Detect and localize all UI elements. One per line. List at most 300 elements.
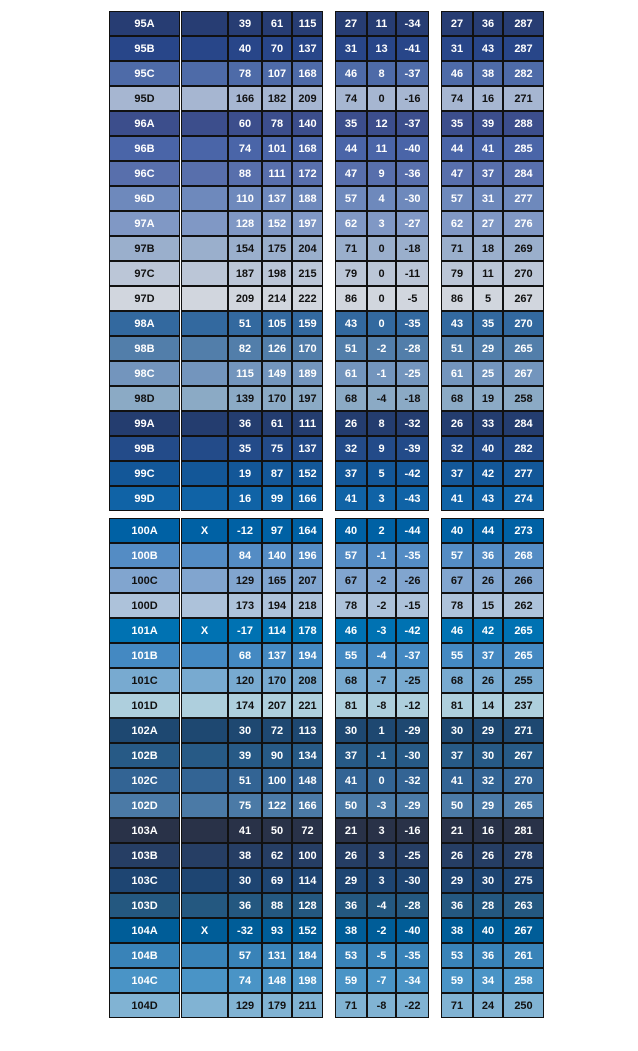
value-cell-l2: 46 [441, 61, 473, 86]
table-row [0, 543, 638, 568]
value-cell-b: 184 [292, 943, 323, 968]
value-cell-h: 258 [503, 386, 544, 411]
value-cell-l2: 51 [441, 336, 473, 361]
value-cell-c: 36 [473, 543, 503, 568]
table-row [0, 518, 638, 543]
value-cell-g: 70 [262, 36, 292, 61]
value-cell-l: 47 [335, 161, 367, 186]
value-cell-l: 68 [335, 386, 367, 411]
value-cell-b: 172 [292, 161, 323, 186]
value-cell-h: 277 [503, 461, 544, 486]
value-cell-c: 24 [473, 993, 503, 1018]
value-cell-h: 263 [503, 893, 544, 918]
value-cell-l2: 50 [441, 793, 473, 818]
swatch-code-cell: 100B [109, 543, 180, 568]
value-cell-b: -25 [396, 668, 429, 693]
value-cell-b: -25 [396, 843, 429, 868]
value-cell-r: -32 [228, 918, 262, 943]
value-cell-c: 37 [473, 643, 503, 668]
value-cell-b: 159 [292, 311, 323, 336]
swatch-color-cell [181, 768, 228, 793]
swatch-color-cell [181, 311, 228, 336]
value-cell-a: 0 [367, 86, 396, 111]
value-cell-c: 26 [473, 843, 503, 868]
value-cell-h: 288 [503, 111, 544, 136]
swatch-color-cell [181, 486, 228, 511]
value-cell-h: 287 [503, 11, 544, 36]
table-row [0, 86, 638, 111]
value-cell-r: 82 [228, 336, 262, 361]
table-row [0, 386, 638, 411]
swatch-color-cell [181, 86, 228, 111]
value-cell-g: 122 [262, 793, 292, 818]
value-cell-l2: 43 [441, 311, 473, 336]
swatch-code-cell: 104C [109, 968, 180, 993]
value-cell-g: 148 [262, 968, 292, 993]
value-cell-a: -1 [367, 543, 396, 568]
swatch-color-cell [181, 568, 228, 593]
table-row [0, 718, 638, 743]
value-cell-b: -30 [396, 186, 429, 211]
value-cell-g: 126 [262, 336, 292, 361]
value-cell-h: 275 [503, 868, 544, 893]
swatch-color-cell [181, 743, 228, 768]
value-cell-a: -1 [367, 743, 396, 768]
value-cell-r: 51 [228, 768, 262, 793]
value-cell-b: -28 [396, 336, 429, 361]
table-row [0, 211, 638, 236]
swatch-code-cell: 103C [109, 868, 180, 893]
value-cell-a: 0 [367, 261, 396, 286]
value-cell-h: 265 [503, 618, 544, 643]
value-cell-a: 12 [367, 111, 396, 136]
value-cell-h: 287 [503, 36, 544, 61]
value-cell-r: 36 [228, 411, 262, 436]
value-cell-g: 93 [262, 918, 292, 943]
value-cell-l: 57 [335, 543, 367, 568]
table-row [0, 968, 638, 993]
table-row [0, 593, 638, 618]
swatch-color-cell [181, 236, 228, 261]
swatch-code-cell: 95D [109, 86, 180, 111]
value-cell-r: 30 [228, 868, 262, 893]
value-cell-b: -15 [396, 593, 429, 618]
value-cell-g: 137 [262, 643, 292, 668]
value-cell-l2: 29 [441, 868, 473, 893]
value-cell-g: 179 [262, 993, 292, 1018]
value-cell-l: 43 [335, 311, 367, 336]
table-row [0, 643, 638, 668]
value-cell-r: 30 [228, 718, 262, 743]
value-cell-l2: 59 [441, 968, 473, 993]
value-cell-g: 111 [262, 161, 292, 186]
value-cell-b: -32 [396, 411, 429, 436]
value-cell-b: 211 [292, 993, 323, 1018]
table-row [0, 311, 638, 336]
value-cell-r: 74 [228, 136, 262, 161]
value-cell-b: -34 [396, 11, 429, 36]
value-cell-b: -16 [396, 86, 429, 111]
value-cell-h: 277 [503, 186, 544, 211]
value-cell-l2: 41 [441, 486, 473, 511]
swatch-color-cell [181, 36, 228, 61]
swatch-code-cell: 99A [109, 411, 180, 436]
value-cell-a: -2 [367, 336, 396, 361]
value-cell-l: 68 [335, 668, 367, 693]
table-row [0, 61, 638, 86]
value-cell-g: 137 [262, 186, 292, 211]
value-cell-a: -8 [367, 993, 396, 1018]
swatch-color-cell [181, 718, 228, 743]
value-cell-b: 137 [292, 436, 323, 461]
value-cell-r: 38 [228, 843, 262, 868]
value-cell-c: 30 [473, 868, 503, 893]
value-cell-a: 5 [367, 461, 396, 486]
swatch-color-cell [181, 818, 228, 843]
value-cell-r: 110 [228, 186, 262, 211]
value-cell-r: -12 [228, 518, 262, 543]
value-cell-a: -3 [367, 793, 396, 818]
value-cell-g: 90 [262, 743, 292, 768]
value-cell-h: 284 [503, 411, 544, 436]
value-cell-r: 60 [228, 111, 262, 136]
value-cell-b: -30 [396, 868, 429, 893]
swatch-code-cell: 96A [109, 111, 180, 136]
value-cell-b: -30 [396, 743, 429, 768]
value-cell-a: -7 [367, 968, 396, 993]
value-cell-b: -43 [396, 486, 429, 511]
value-cell-a: -8 [367, 693, 396, 718]
swatch-color-cell [181, 893, 228, 918]
swatch-code-cell: 95B [109, 36, 180, 61]
swatch-color-cell [181, 111, 228, 136]
value-cell-b: 221 [292, 693, 323, 718]
value-cell-r: 39 [228, 11, 262, 36]
value-cell-r: 173 [228, 593, 262, 618]
swatch-color-cell [181, 11, 228, 36]
value-cell-r: 39 [228, 743, 262, 768]
value-cell-a: 3 [367, 843, 396, 868]
table-row [0, 843, 638, 868]
value-cell-l: 26 [335, 411, 367, 436]
value-cell-l2: 57 [441, 186, 473, 211]
value-cell-l: 44 [335, 136, 367, 161]
table-row [0, 818, 638, 843]
swatch-color-cell [181, 186, 228, 211]
swatch-code-cell: 101C [109, 668, 180, 693]
value-cell-a: 8 [367, 61, 396, 86]
value-cell-b: 115 [292, 11, 323, 36]
value-cell-l: 31 [335, 36, 367, 61]
value-cell-h: 262 [503, 593, 544, 618]
value-cell-b: -35 [396, 543, 429, 568]
value-cell-h: 265 [503, 793, 544, 818]
swatch-code-cell: 104D [109, 993, 180, 1018]
value-cell-l2: 26 [441, 411, 473, 436]
value-cell-h: 237 [503, 693, 544, 718]
value-cell-g: 88 [262, 893, 292, 918]
value-cell-l2: 74 [441, 86, 473, 111]
value-cell-l2: 47 [441, 161, 473, 186]
value-cell-l2: 36 [441, 893, 473, 918]
value-cell-l2: 57 [441, 543, 473, 568]
value-cell-r: 115 [228, 361, 262, 386]
value-cell-h: 268 [503, 543, 544, 568]
value-cell-r: 19 [228, 461, 262, 486]
value-cell-r: 128 [228, 211, 262, 236]
value-cell-c: 31 [473, 186, 503, 211]
value-cell-b: 170 [292, 336, 323, 361]
swatch-code-cell: 97B [109, 236, 180, 261]
swatch-code-cell: 103A [109, 818, 180, 843]
value-cell-b: -22 [396, 993, 429, 1018]
value-cell-g: 114 [262, 618, 292, 643]
table-row [0, 361, 638, 386]
swatch-code-cell: 100D [109, 593, 180, 618]
value-cell-c: 44 [473, 518, 503, 543]
value-cell-b: -35 [396, 311, 429, 336]
value-cell-l2: 37 [441, 461, 473, 486]
swatch-code-cell: 97A [109, 211, 180, 236]
value-cell-b: -37 [396, 643, 429, 668]
value-cell-b: -42 [396, 461, 429, 486]
swatch-code-cell: 101B [109, 643, 180, 668]
value-cell-r: 139 [228, 386, 262, 411]
table-row [0, 918, 638, 943]
swatch-color-cell [181, 386, 228, 411]
swatch-color-cell [181, 993, 228, 1018]
value-cell-l2: 31 [441, 36, 473, 61]
value-cell-b: -27 [396, 211, 429, 236]
value-cell-b: 207 [292, 568, 323, 593]
value-cell-b: 164 [292, 518, 323, 543]
value-cell-l2: 21 [441, 818, 473, 843]
value-cell-a: -4 [367, 643, 396, 668]
value-cell-b: -18 [396, 386, 429, 411]
value-cell-r: 187 [228, 261, 262, 286]
value-cell-c: 16 [473, 818, 503, 843]
value-cell-h: 267 [503, 286, 544, 311]
value-cell-c: 41 [473, 136, 503, 161]
swatch-code-cell: 98C [109, 361, 180, 386]
value-cell-b: -16 [396, 818, 429, 843]
swatch-color-cell [181, 261, 228, 286]
table-row [0, 261, 638, 286]
table-row [0, 411, 638, 436]
value-cell-b: -41 [396, 36, 429, 61]
value-cell-a: 8 [367, 411, 396, 436]
value-cell-h: 261 [503, 943, 544, 968]
swatch-color-cell [181, 943, 228, 968]
swatch-color-cell [181, 336, 228, 361]
value-cell-g: 101 [262, 136, 292, 161]
value-cell-a: 1 [367, 718, 396, 743]
value-cell-l: 26 [335, 843, 367, 868]
value-cell-b: 208 [292, 668, 323, 693]
value-cell-a: -4 [367, 386, 396, 411]
swatch-code-cell: 98A [109, 311, 180, 336]
table-row [0, 693, 638, 718]
swatch-code-cell: 99B [109, 436, 180, 461]
value-cell-h: 276 [503, 211, 544, 236]
value-cell-a: 3 [367, 486, 396, 511]
value-cell-r: 129 [228, 993, 262, 1018]
value-cell-g: 107 [262, 61, 292, 86]
value-cell-g: 170 [262, 668, 292, 693]
value-cell-a: -5 [367, 943, 396, 968]
value-cell-l: 41 [335, 486, 367, 511]
value-cell-r: 154 [228, 236, 262, 261]
value-cell-l2: 40 [441, 518, 473, 543]
swatch-code-cell: 98B [109, 336, 180, 361]
value-cell-b: 152 [292, 461, 323, 486]
value-cell-b: 178 [292, 618, 323, 643]
swatch-code-cell: 104B [109, 943, 180, 968]
table-row [0, 486, 638, 511]
value-cell-r: -17 [228, 618, 262, 643]
value-cell-g: 99 [262, 486, 292, 511]
swatch-color-cell [181, 461, 228, 486]
value-cell-l2: 32 [441, 436, 473, 461]
value-cell-l: 81 [335, 693, 367, 718]
value-cell-a: 9 [367, 436, 396, 461]
value-cell-g: 207 [262, 693, 292, 718]
value-cell-h: 282 [503, 436, 544, 461]
value-cell-b: -25 [396, 361, 429, 386]
value-cell-h: 258 [503, 968, 544, 993]
value-cell-l: 61 [335, 361, 367, 386]
value-cell-g: 149 [262, 361, 292, 386]
value-cell-b: 197 [292, 211, 323, 236]
value-cell-c: 33 [473, 411, 503, 436]
value-cell-c: 43 [473, 486, 503, 511]
value-cell-c: 39 [473, 111, 503, 136]
value-cell-l2: 55 [441, 643, 473, 668]
value-cell-h: 250 [503, 993, 544, 1018]
table-row [0, 568, 638, 593]
value-cell-l: 59 [335, 968, 367, 993]
value-cell-b: 166 [292, 486, 323, 511]
swatch-code-cell: 96D [109, 186, 180, 211]
table-row [0, 668, 638, 693]
value-cell-c: 15 [473, 593, 503, 618]
value-cell-b: -29 [396, 718, 429, 743]
value-cell-l: 53 [335, 943, 367, 968]
value-cell-l2: 61 [441, 361, 473, 386]
swatch-color-cell: X [181, 918, 228, 943]
swatch-color-cell [181, 411, 228, 436]
value-cell-h: 255 [503, 668, 544, 693]
swatch-code-cell: 100A [109, 518, 180, 543]
swatch-code-cell: 101A [109, 618, 180, 643]
value-cell-g: 198 [262, 261, 292, 286]
table-row [0, 461, 638, 486]
swatch-code-cell: 100C [109, 568, 180, 593]
value-cell-h: 269 [503, 236, 544, 261]
value-cell-a: -7 [367, 668, 396, 693]
value-cell-l: 41 [335, 768, 367, 793]
value-cell-l: 32 [335, 436, 367, 461]
value-cell-l2: 78 [441, 593, 473, 618]
value-cell-c: 42 [473, 461, 503, 486]
value-cell-b: 72 [292, 818, 323, 843]
table-row [0, 943, 638, 968]
value-cell-h: 270 [503, 768, 544, 793]
value-cell-h: 281 [503, 818, 544, 843]
swatch-code-cell: 103D [109, 893, 180, 918]
value-cell-h: 266 [503, 568, 544, 593]
value-cell-g: 78 [262, 111, 292, 136]
value-cell-b: 222 [292, 286, 323, 311]
value-cell-a: 0 [367, 286, 396, 311]
value-cell-a: 13 [367, 36, 396, 61]
value-cell-l2: 79 [441, 261, 473, 286]
value-cell-b: 113 [292, 718, 323, 743]
value-cell-r: 120 [228, 668, 262, 693]
value-cell-a: -2 [367, 918, 396, 943]
value-cell-g: 170 [262, 386, 292, 411]
value-cell-l2: 68 [441, 668, 473, 693]
value-cell-r: 36 [228, 893, 262, 918]
value-cell-c: 32 [473, 768, 503, 793]
value-cell-c: 34 [473, 968, 503, 993]
value-cell-r: 51 [228, 311, 262, 336]
value-cell-b: 198 [292, 968, 323, 993]
value-cell-b: -26 [396, 568, 429, 593]
value-cell-h: 273 [503, 518, 544, 543]
value-cell-c: 29 [473, 793, 503, 818]
value-cell-l: 86 [335, 286, 367, 311]
value-cell-a: -3 [367, 618, 396, 643]
value-cell-l: 46 [335, 618, 367, 643]
value-cell-g: 214 [262, 286, 292, 311]
swatch-color-cell [181, 361, 228, 386]
value-cell-c: 11 [473, 261, 503, 286]
value-cell-l: 74 [335, 86, 367, 111]
value-cell-a: 0 [367, 311, 396, 336]
value-cell-r: 75 [228, 793, 262, 818]
value-cell-l: 79 [335, 261, 367, 286]
value-cell-c: 40 [473, 436, 503, 461]
value-cell-c: 18 [473, 236, 503, 261]
value-cell-g: 175 [262, 236, 292, 261]
value-cell-g: 182 [262, 86, 292, 111]
value-cell-l: 27 [335, 11, 367, 36]
value-cell-c: 42 [473, 618, 503, 643]
value-cell-r: 57 [228, 943, 262, 968]
swatch-color-cell: X [181, 518, 228, 543]
value-cell-b: 194 [292, 643, 323, 668]
value-cell-b: 204 [292, 236, 323, 261]
value-cell-b: 134 [292, 743, 323, 768]
value-cell-r: 88 [228, 161, 262, 186]
value-cell-l: 37 [335, 743, 367, 768]
table-row [0, 136, 638, 161]
value-cell-r: 166 [228, 86, 262, 111]
swatch-code-cell: 97C [109, 261, 180, 286]
value-cell-l: 30 [335, 718, 367, 743]
table-row [0, 793, 638, 818]
value-cell-c: 16 [473, 86, 503, 111]
value-cell-l: 46 [335, 61, 367, 86]
value-cell-l2: 26 [441, 843, 473, 868]
value-cell-r: 41 [228, 818, 262, 843]
value-cell-b: 215 [292, 261, 323, 286]
value-cell-h: 267 [503, 361, 544, 386]
value-cell-c: 29 [473, 718, 503, 743]
swatch-color-cell [181, 593, 228, 618]
value-cell-a: 11 [367, 11, 396, 36]
